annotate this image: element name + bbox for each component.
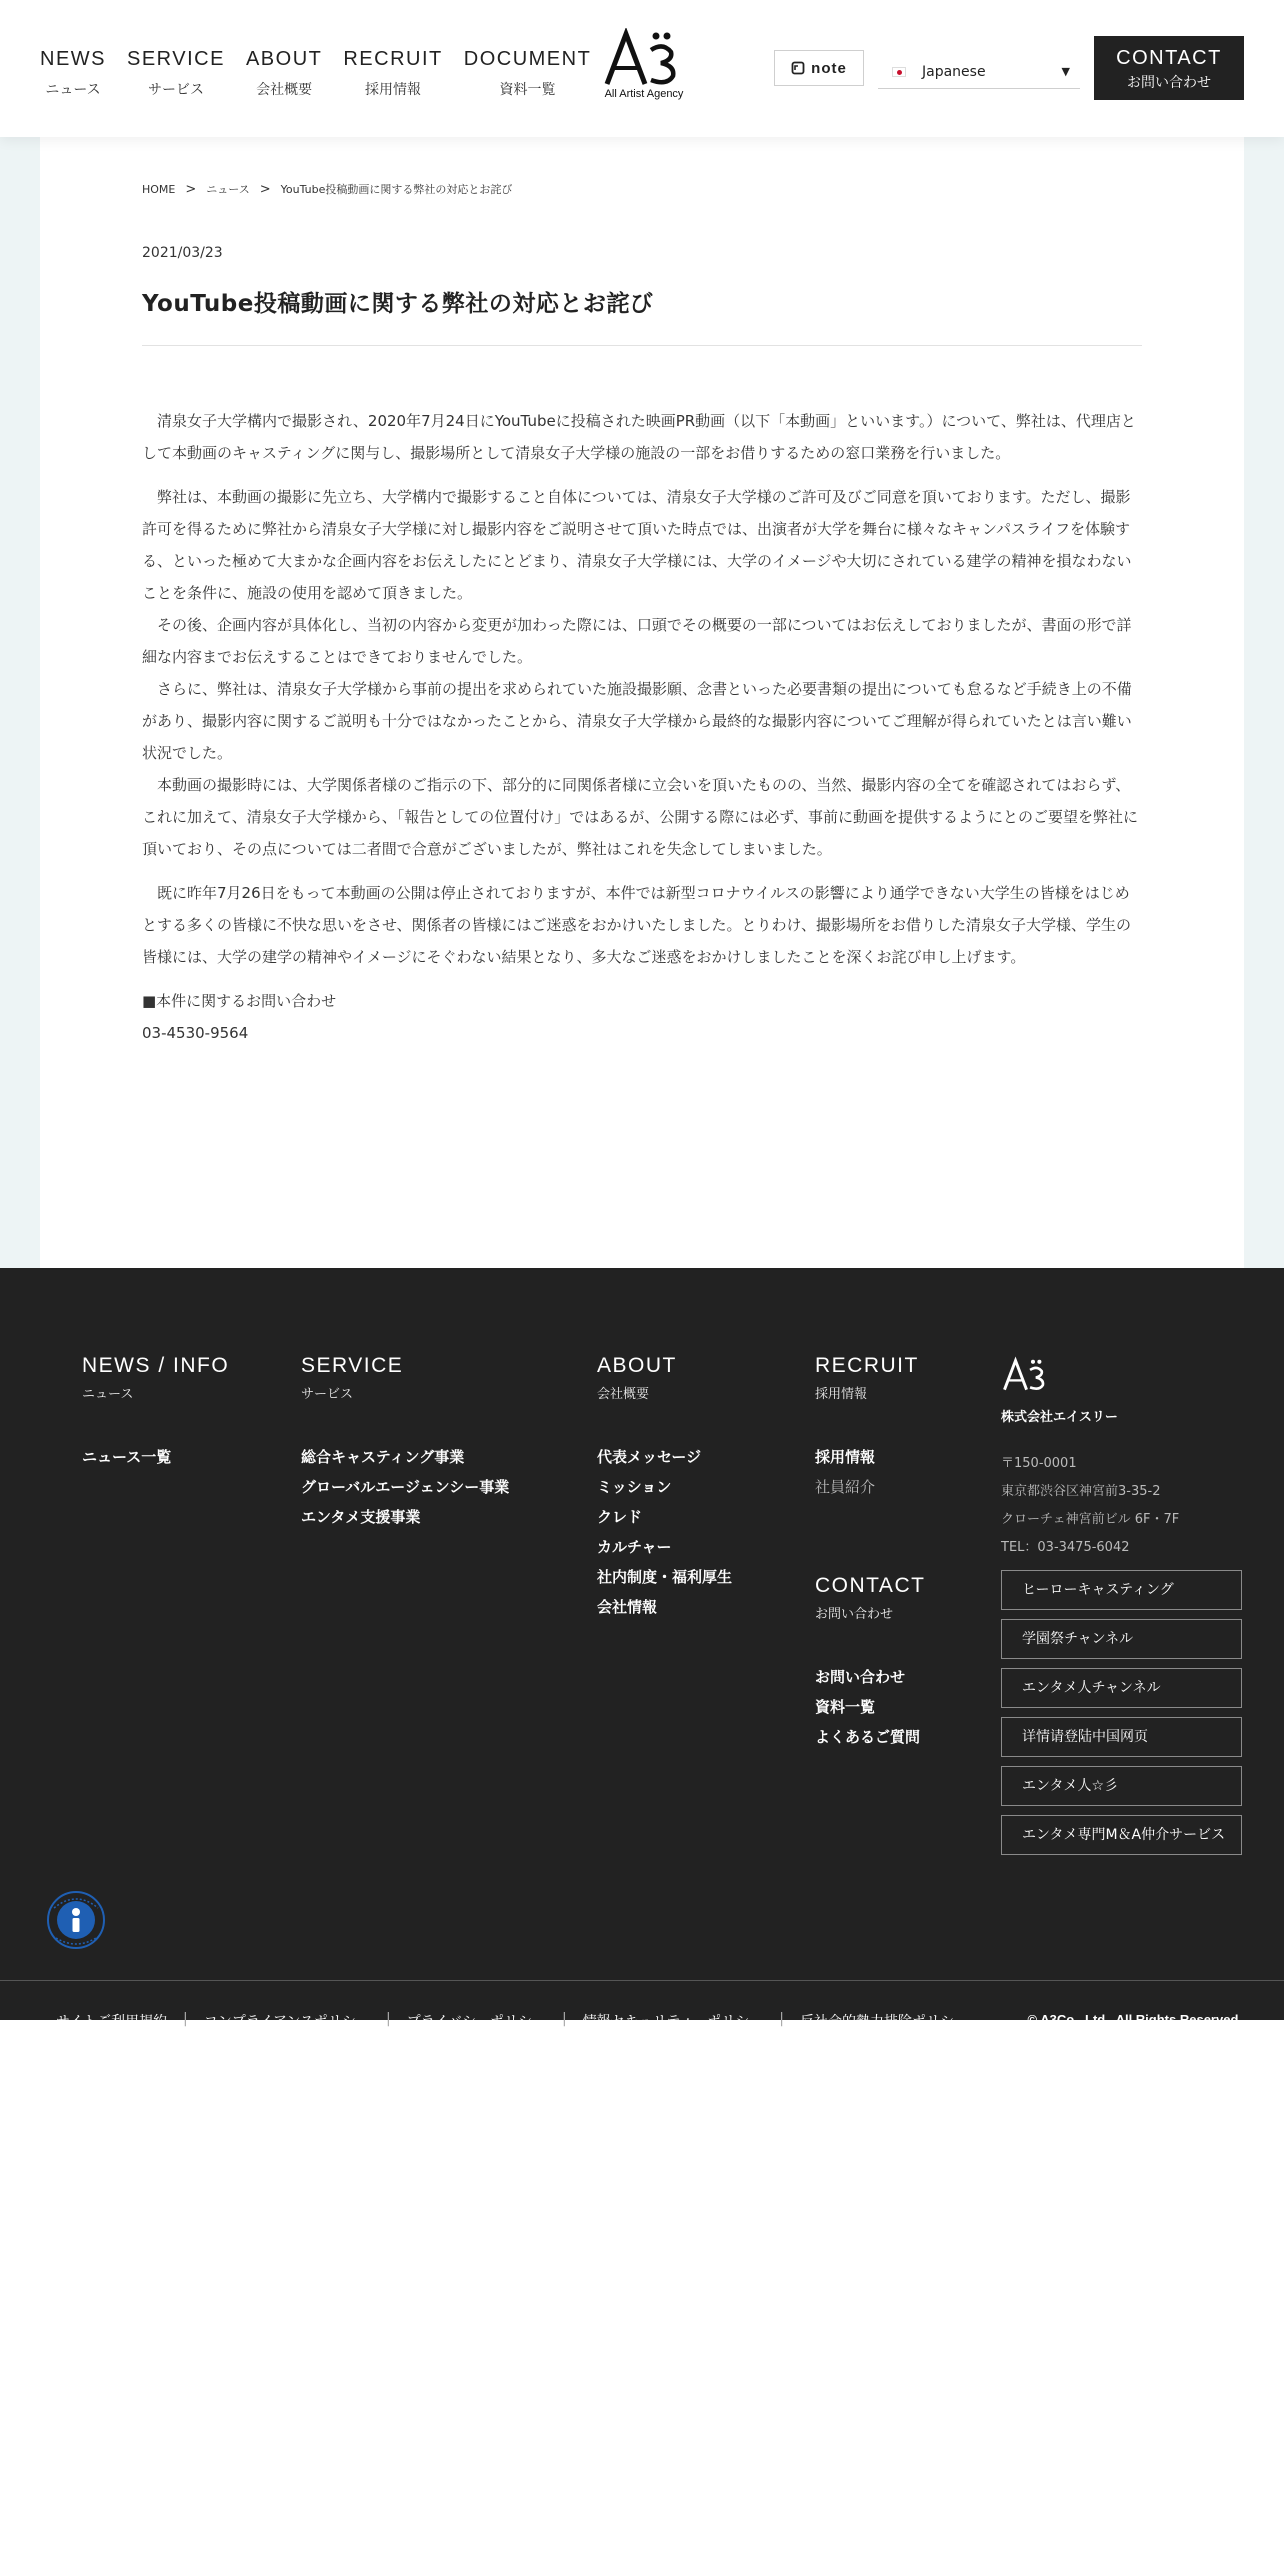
external-link-button[interactable]: エンタメ専門M＆A仲介サービス <box>1001 1815 1242 1855</box>
breadcrumb-separator-icon: > <box>185 181 197 197</box>
language-label: Japanese <box>922 63 986 80</box>
external-link-button[interactable]: 详情请登陆中国网页 <box>1001 1717 1242 1757</box>
nav-recruit[interactable] <box>343 48 442 99</box>
policy-separator: | <box>183 2011 188 2027</box>
inquiry-heading: ■本件に関するお問い合わせ <box>142 992 337 1010</box>
article-paragraph: 既に昨年7月26日をもって本動画の公開は停止されておりますが、本件では新型コロナウイルスの影響により通学できない大学生の皆様をはじめとする多くの皆様に不快な思いをさせ、関係者の皆様にはご迷惑をおかけいたしました。とりわけ、撮影場所をお借りした清泉女子大学様、学生の皆様には、大学の建学の精神やイメージにそぐわない結果となり、多大なご迷惑をおかけしましたことを深くお詫び申し上げます。 <box>142 884 1131 966</box>
inquiry-phone: 03-4530-9564 <box>142 1024 249 1042</box>
privacy-mark-seal-icon <box>44 1888 108 1952</box>
footer-recruit-subheading: 採用情報 <box>815 1387 868 1402</box>
external-links <box>1001 1570 1242 1864</box>
japan-flag-icon <box>892 67 906 77</box>
footer-col-recruit <box>815 1354 919 1502</box>
footer-about-subheading: 会社概要 <box>597 1387 650 1402</box>
footer-col-news <box>82 1354 229 1472</box>
article-paragraph: 本動画の撮影時には、大学関係者様のご指示の下、部分的に同関係者様に立会いを頂いたものの、当然、撮影内容の全てを確認されてはおらず、これに加えて、清泉女子大学様から、「報告としての位置付け」ではあるが、公開する際には必ず、事前に動画を提供するようにとのご要望を弊社に頂いており、その点については二者間で合意がございましたが、弊社はこれを失念してしまいました。 <box>142 776 1139 858</box>
copyright: © A3Co., Ltd., All Rights Reserved. <box>1027 2012 1242 2027</box>
a3-logo-icon <box>1001 1356 1051 1392</box>
nav-recruit-ja: 採用情報 <box>365 82 422 98</box>
nav-service[interactable] <box>127 48 225 99</box>
footer-service-heading[interactable]: SERVICE <box>301 1354 404 1377</box>
site-header <box>0 0 1284 137</box>
nav-document[interactable] <box>464 48 592 99</box>
article-body <box>142 405 1142 1049</box>
policy-link-antisocial[interactable]: 反社会的勢力排除ポリシー <box>800 2014 969 2030</box>
footer-service-subheading: サービス <box>301 1387 354 1402</box>
note-button[interactable] <box>774 50 864 86</box>
footer-col-about <box>597 1354 732 1622</box>
main-content <box>40 137 1244 1268</box>
article-paragraph: さらに、弊社は、清泉女子大学様から事前の提出を求められていた施設撮影願、念書といった必要書類の提出についても怠るなど手続き上の不備があり、撮影内容に関するご説明も十分ではなかったことから、清泉女子大学様から最終的な撮影内容についてご理解が得られていたとは言い難い状況でした。 <box>142 680 1132 762</box>
nav-about-en: ABOUT <box>245 48 323 70</box>
footer-link[interactable]: ニュース一覧 <box>82 1448 172 1466</box>
site-footer <box>0 1268 1284 2030</box>
nav-recruit-en: RECRUIT <box>343 48 443 70</box>
policy-separator: | <box>561 2011 567 2027</box>
footer-link[interactable]: お問い合わせ <box>815 1668 906 1686</box>
nav-about[interactable] <box>246 48 322 99</box>
footer-col-service <box>301 1354 509 1532</box>
footer-link[interactable]: よくあるご質問 <box>815 1728 921 1746</box>
footer-link[interactable]: 資料一覧 <box>815 1698 876 1716</box>
policy-separator: | <box>779 2011 785 2027</box>
external-link-button[interactable]: エンタメ人☆彡 <box>1001 1766 1242 1806</box>
article-paragraph: その後、企画内容が具体化し、当初の内容から変更が加わった際には、口頭でその概要の一部についてはお伝えしておりましたが、書面の形で詳細な内容までお伝えすることはできておりませんでした。 <box>142 616 1132 666</box>
footer-link[interactable]: グローバルエージェンシー事業 <box>301 1478 510 1496</box>
contact-button-en: CONTACT <box>1116 47 1222 69</box>
footer-news-subheading: ニュース <box>82 1387 134 1402</box>
company-address-line1: 東京都渋谷区神宮前3-35-2 <box>1001 1484 1161 1499</box>
nav-document-en: DOCUMENT <box>463 48 592 70</box>
policy-link-compliance[interactable]: コンプライアンスポリシー <box>203 2014 370 2030</box>
site-logo[interactable] <box>596 28 692 100</box>
footer-link[interactable]: ミッション <box>597 1478 672 1496</box>
footer-news-heading[interactable]: NEWS / INFO <box>82 1354 230 1377</box>
company-tel: TEL：03-3475-6042 <box>1001 1540 1130 1555</box>
nav-document-ja: 資料一覧 <box>499 82 556 98</box>
footer-link[interactable]: 社内制度・福利厚生 <box>597 1568 733 1586</box>
nav-news-ja: ニュース <box>45 82 101 98</box>
main-nav <box>40 48 612 99</box>
breadcrumb-separator-icon: > <box>259 181 271 197</box>
policy-link-security[interactable]: 情報セキュリティーポリシー <box>582 2014 764 2030</box>
policy-links <box>56 2011 968 2031</box>
nav-service-en: SERVICE <box>127 48 225 70</box>
company-postal: 〒150-0001 <box>1001 1456 1077 1471</box>
footer-recruit-heading[interactable]: RECRUIT <box>815 1354 919 1377</box>
breadcrumb-home[interactable]: HOME <box>142 182 176 196</box>
contact-button[interactable] <box>1094 36 1244 100</box>
company-address <box>1001 1450 1179 1562</box>
note-label: note <box>811 59 847 77</box>
external-link-button[interactable]: 学園祭チャンネル <box>1001 1619 1242 1659</box>
nav-news-en: NEWS <box>40 48 106 70</box>
policy-separator: | <box>385 2011 391 2027</box>
nav-service-ja: サービス <box>147 82 204 98</box>
article-paragraph: 弊社は、本動画の撮影に先立ち、大学構内で撮影すること自体については、清泉女子大学様のご許可及びご同意を頂いております。ただし、撮影許可を得るために弊社から清泉女子大学様に対し撮影内容をご説明させて頂いた時点では、出演者が大学を舞台に様々なキャンパスライフを体験する、といった極めて大まかな企画内容をお伝えしたにとどまり、清泉女子大学様には、大学のイメージや大切にされている建学の精神を損なわないことを条件に、施設の使用を認めて頂きました。 <box>142 488 1132 602</box>
caret-down-icon: ▼ <box>1061 65 1070 78</box>
contact-button-ja: お問い合わせ <box>1127 75 1211 91</box>
footer-link[interactable]: 総合キャスティング事業 <box>301 1448 465 1466</box>
logo-text: All Artist Agency <box>604 88 684 100</box>
footer-col-contact <box>815 1574 925 1752</box>
footer-link[interactable]: 代表メッセージ <box>597 1448 702 1466</box>
title-divider <box>142 345 1142 346</box>
footer-logo[interactable] <box>1001 1356 1051 1396</box>
nav-about-ja: 会社概要 <box>256 82 313 98</box>
privacy-mark-icon[interactable] <box>44 1888 108 1952</box>
policy-link-terms[interactable]: サイトご利用規約 <box>56 2014 168 2030</box>
note-icon <box>791 61 805 75</box>
footer-divider <box>0 1980 1284 1981</box>
footer-link[interactable]: クレド <box>597 1508 643 1526</box>
external-link-button[interactable]: エンタメ人チャンネル <box>1001 1668 1242 1708</box>
footer-link[interactable]: 採用情報 <box>815 1448 876 1466</box>
footer-link[interactable]: 社員紹介 <box>815 1478 876 1496</box>
breadcrumb <box>142 181 512 197</box>
company-address-line2: クローチェ神宮前ビル 6F・7F <box>1001 1512 1180 1527</box>
breadcrumb-news[interactable]: ニュース <box>206 183 250 196</box>
article-paragraph: 清泉女子大学構内で撮影され、2020年7月24日にYouTubeに投稿された映画PR動画（以下「本動画」といいます。）について、弊社は、代理店として本動画のキャスティングに関与し、撮影場所として清泉女子大学様の施設の一部をお借りするための窓口業務を行いました。 <box>142 412 1136 462</box>
post-date: 2021/03/23 <box>142 245 223 261</box>
footer-contact-subheading: お問い合わせ <box>815 1607 894 1622</box>
policy-link-privacy[interactable]: プライバシーポリシー <box>406 2014 546 2030</box>
breadcrumb-current: YouTube投稿動画に関する弊社の対応とお詫び <box>280 183 513 196</box>
footer-link[interactable]: カルチャー <box>597 1538 672 1556</box>
post-title: YouTube投稿動画に関する弊社の対応とお詫び <box>142 291 654 317</box>
footer-about-heading[interactable]: ABOUT <box>597 1354 677 1377</box>
footer-link[interactable]: 会社情報 <box>597 1598 658 1616</box>
a3-logo-icon <box>601 28 687 86</box>
footer-link[interactable]: エンタメ支援事業 <box>301 1508 421 1526</box>
footer-contact-heading[interactable]: CONTACT <box>815 1574 926 1597</box>
nav-news[interactable] <box>40 48 106 99</box>
company-name: 株式会社エイスリー <box>1001 1410 1118 1425</box>
language-select[interactable] <box>878 55 1080 89</box>
external-link-button[interactable]: ヒーローキャスティング <box>1001 1570 1242 1610</box>
